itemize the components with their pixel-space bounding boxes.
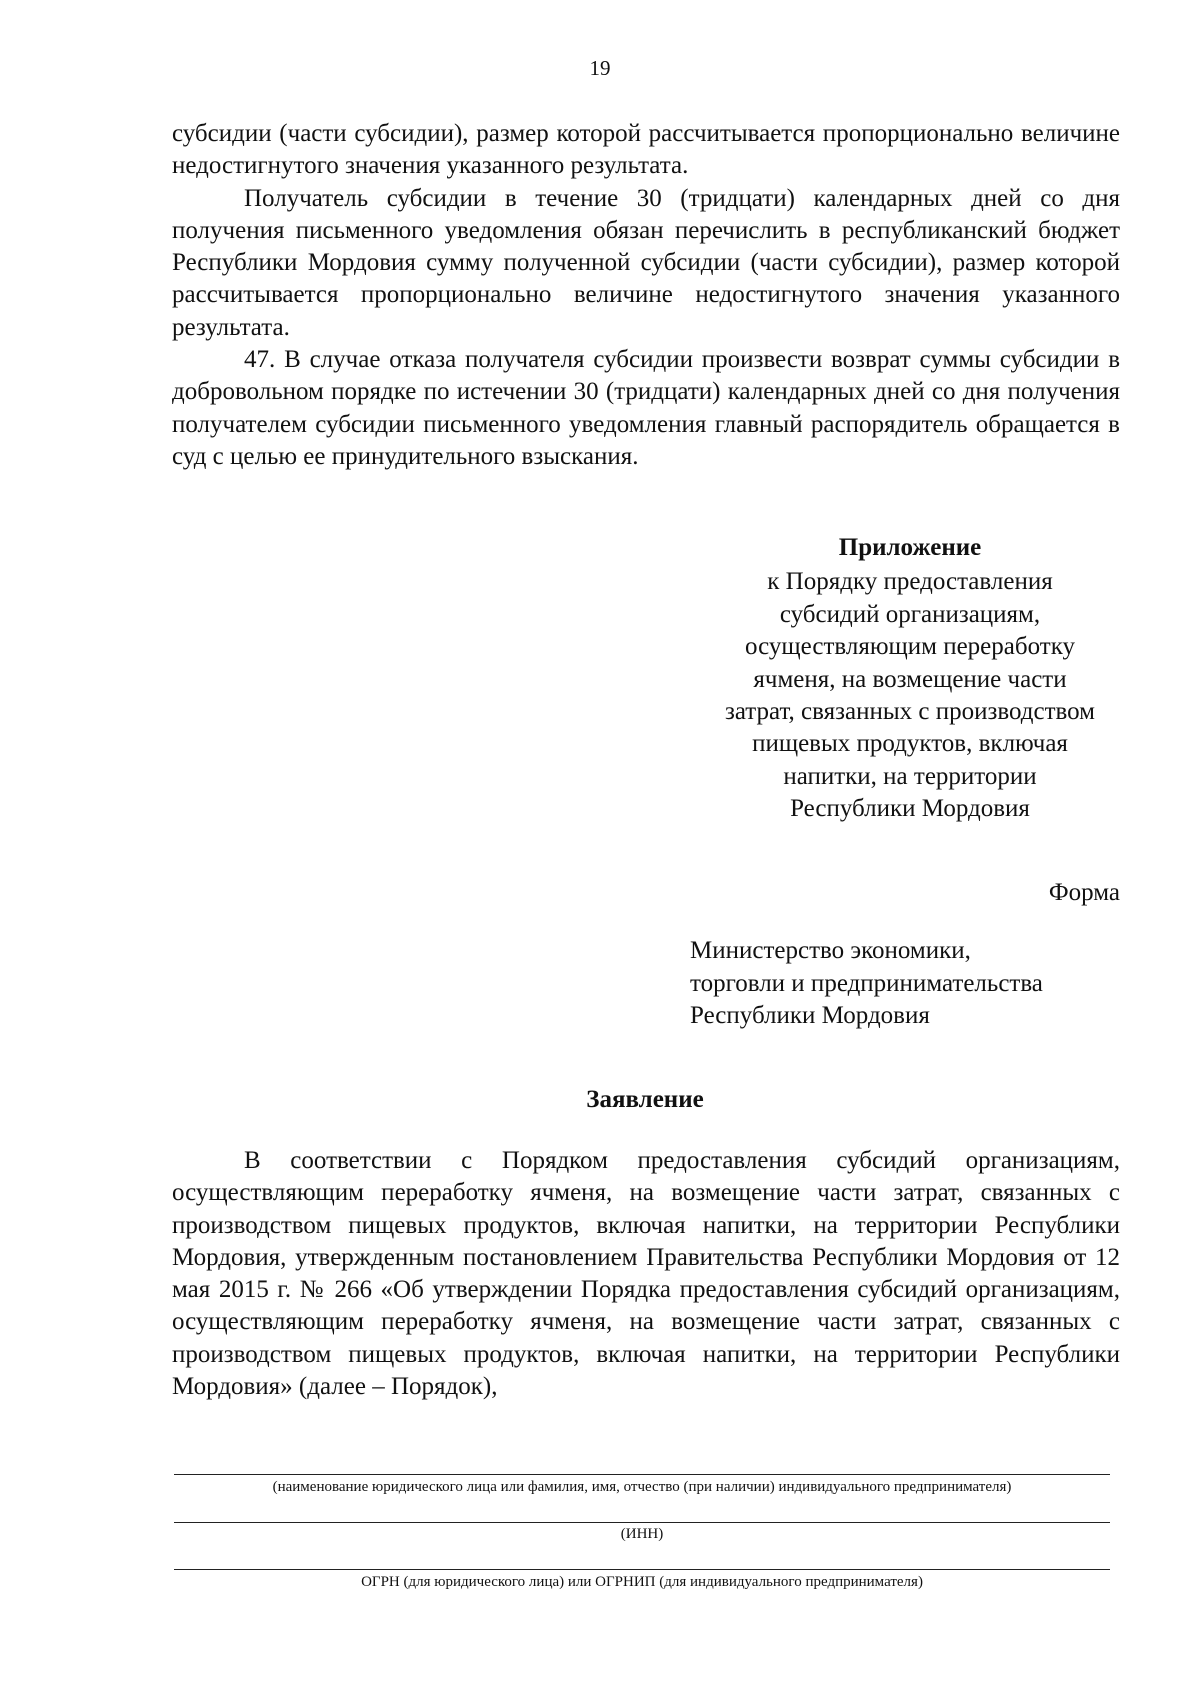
appendix-title: Приложение xyxy=(838,534,982,561)
page-number: 19 xyxy=(589,56,611,80)
appendix-line: затрат, связанных с производством xyxy=(724,698,1095,726)
appendix-block xyxy=(690,532,1130,826)
addressee-block xyxy=(690,935,1043,1033)
paragraph-continuation: субсидии (части субсидии), размер которой рассчитывается пропорционально величине недостигнутого значения указанного результата. xyxy=(172,120,1120,180)
body-text xyxy=(172,118,1120,473)
field-caption: (ИНН) xyxy=(620,1526,664,1542)
appendix-line: к Порядку предоставления xyxy=(767,568,1053,596)
addressee-line: Министерство экономики, xyxy=(690,937,971,964)
appendix-line: Республики Мордовия xyxy=(790,795,1030,823)
appendix-line: ячменя, на возмещение части xyxy=(753,665,1067,693)
field-caption: (наименование юридического лица или фамилия, имя, отчество (при наличии) индивидуального предпринимателя) xyxy=(272,1479,1012,1495)
fill-line-ogrn[interactable] xyxy=(174,1569,1110,1570)
appendix-line: субсидий организациям, xyxy=(779,600,1041,628)
fill-line-inn[interactable] xyxy=(174,1522,1110,1523)
statement-body: В соответствии с Порядком предоставления субсидий организациям, осуществляющим переработку ячменя, на возмещение части затрат, связанных с производством пищевых продуктов, включая напитки, на территории Республики Мордовия, утвержденным постановлением Правительства Республики Мордовия от 12 мая 2015 г. № 266 «Об утверждении Порядка предоставления субсидий организациям, осуществляющим переработку ячменя, на возмещение части затрат, связанных с производством пищевых продуктов, включая напитки, на территории Республики Мордовия» (далее – Порядок), xyxy=(172,1147,1120,1401)
addressee-line: торговли и предпринимательства xyxy=(690,969,1043,997)
appendix-line: пищевых продуктов, включая xyxy=(752,730,1068,758)
statement-title: Заявление xyxy=(586,1086,704,1113)
appendix-line: осуществляющим переработку xyxy=(745,633,1075,661)
fill-line-applicant-name[interactable] xyxy=(174,1474,1110,1475)
paragraph-recipient-obligation: Получатель субсидии в течение 30 (тридцати) календарных дней со дня получения письменного уведомления обязан перечислить в республиканский бюджет Республики Мордовия сумму полученной субсидии (части субсидии), размер которой рассчитывается пропорционально величине недостигнутого значения указанного результата. xyxy=(172,184,1120,341)
form-label: Форма xyxy=(1048,879,1120,906)
appendix-line: напитки, на территории xyxy=(783,762,1037,790)
addressee-line: Республики Мордовия xyxy=(690,1002,930,1029)
field-caption: ОГРН (для юридического лица) или ОГРНИП (для индивидуального предпринимателя) xyxy=(361,1574,923,1590)
paragraph-47: 47. В случае отказа получателя субсидии произвести возврат суммы субсидии в добровольном порядке по истечении 30 (тридцати) календарных дней со дня получения получателем субсидии письменного уведомления главный распорядитель обращается в суд с целью ее принудительного взыскания. xyxy=(172,346,1120,470)
